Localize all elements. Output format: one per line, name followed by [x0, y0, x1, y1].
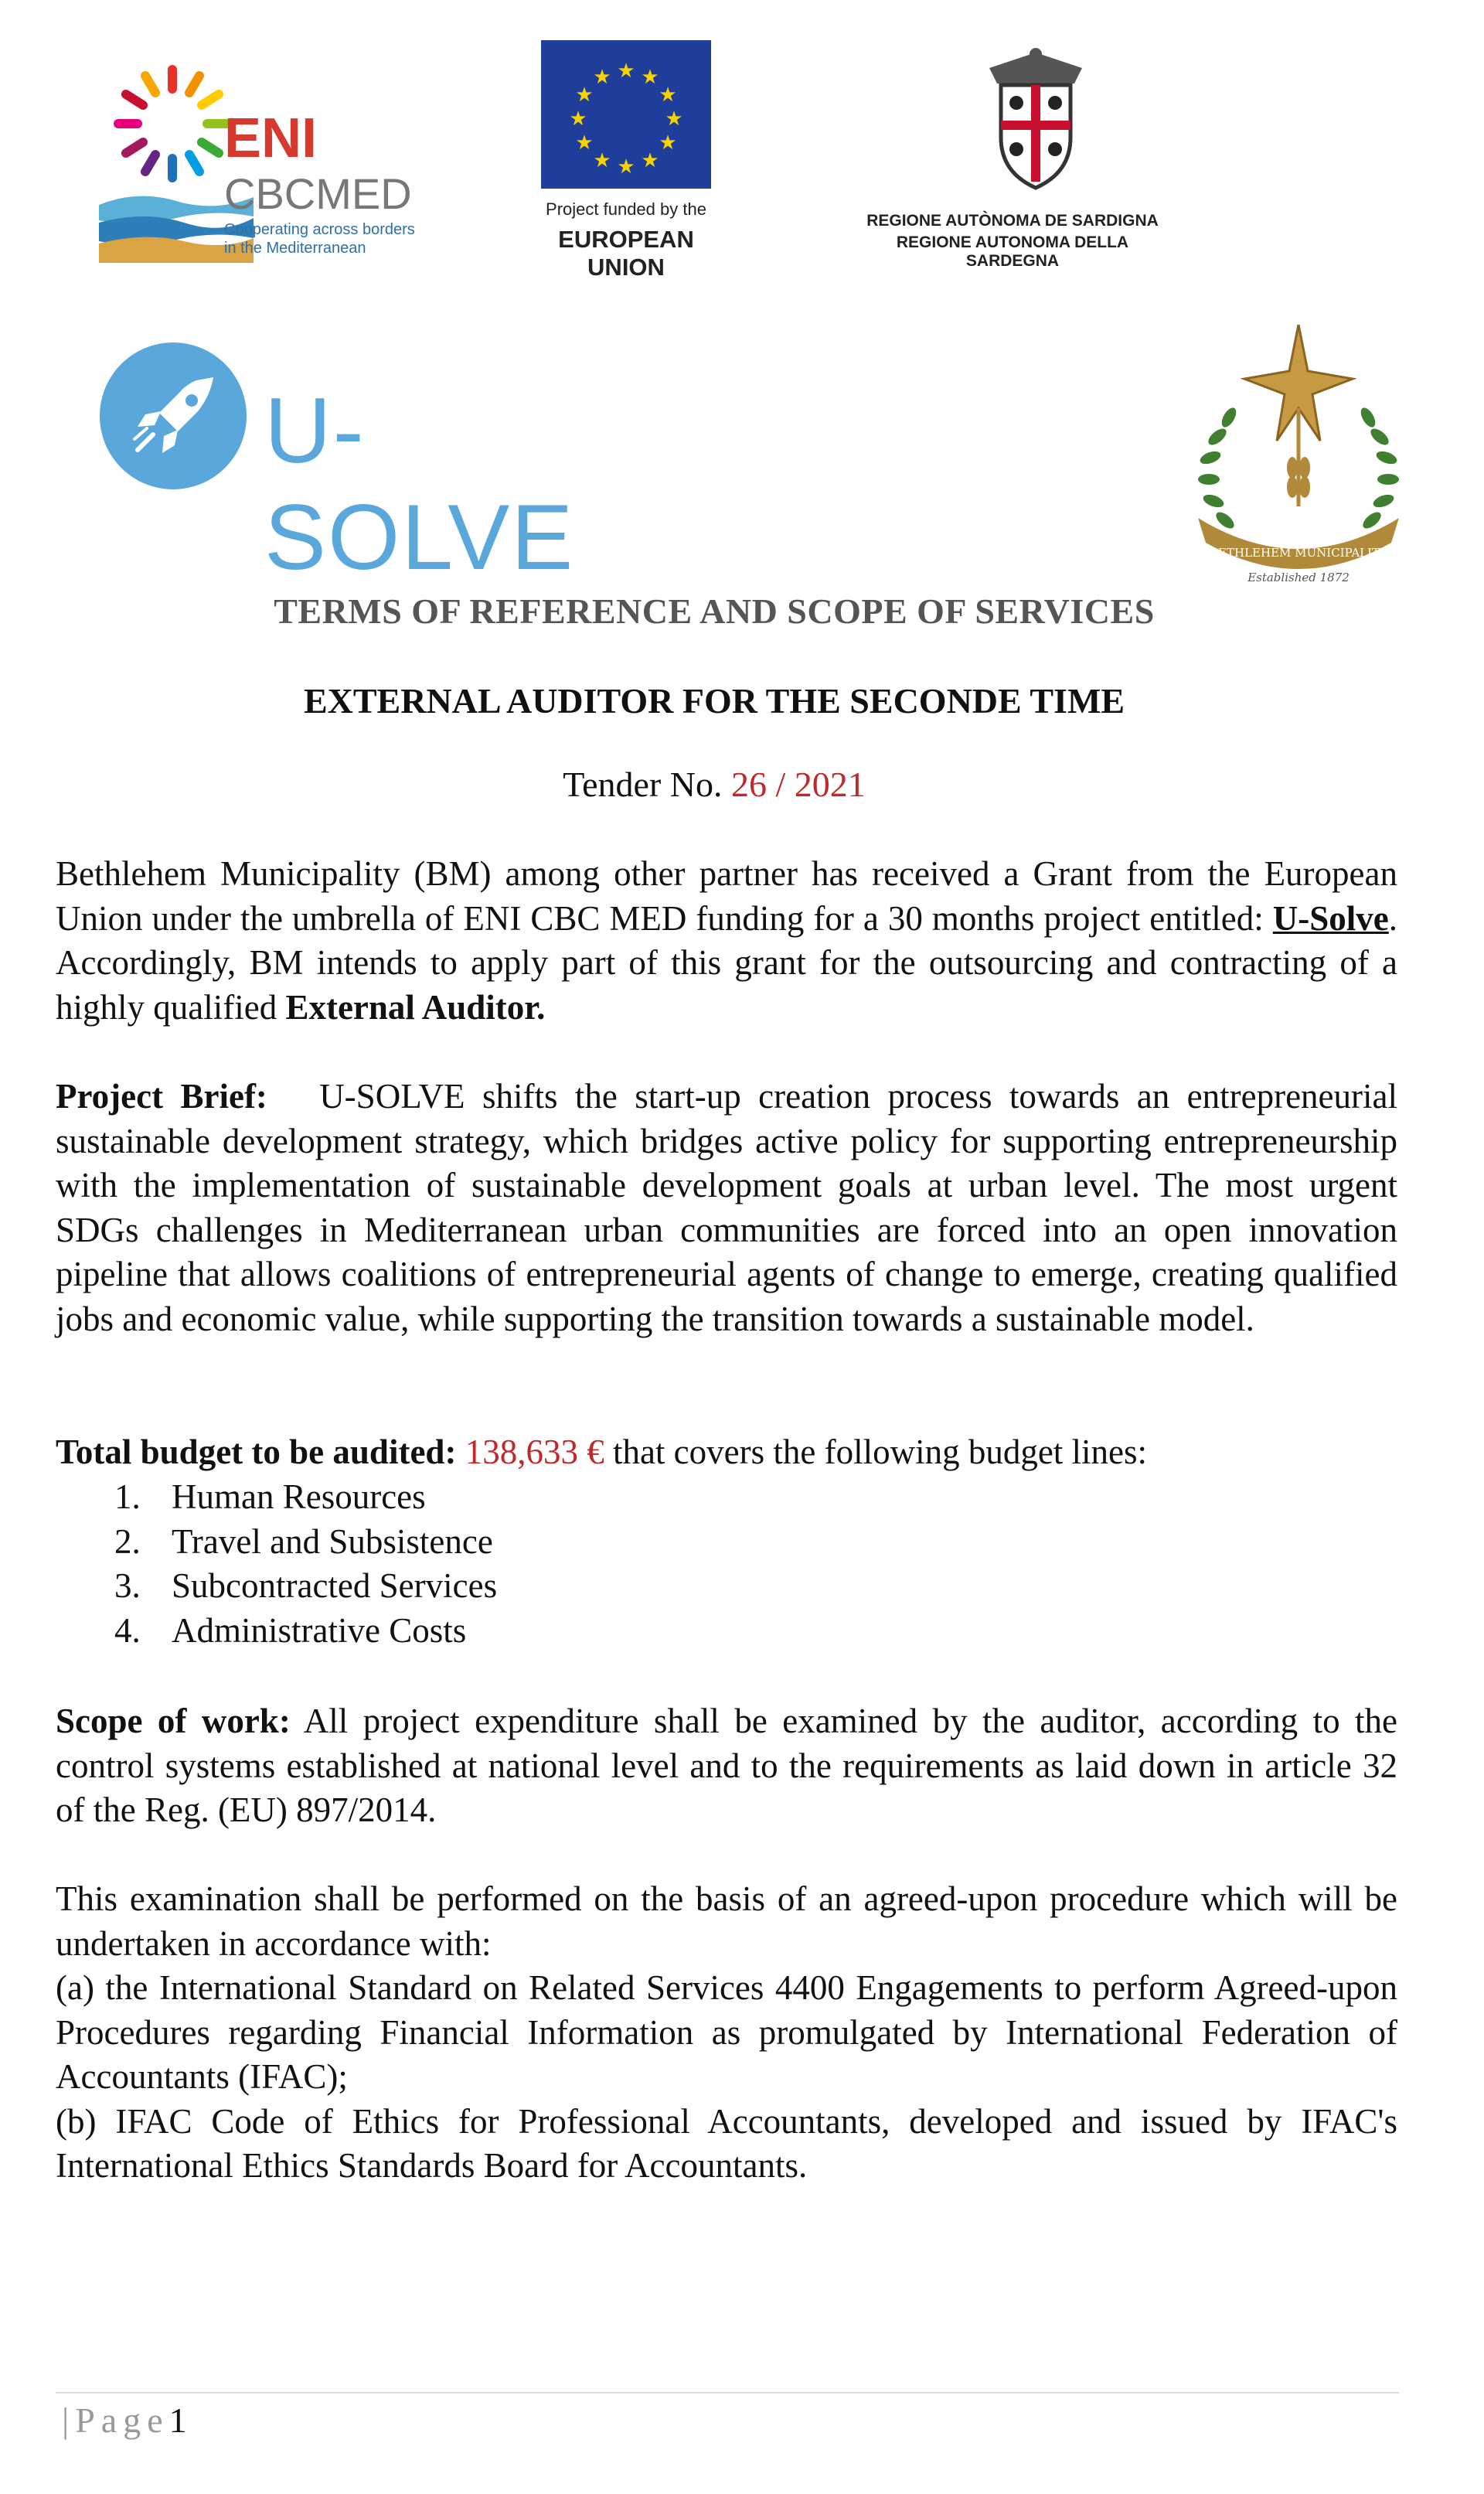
- usolve-logo: [97, 340, 575, 589]
- svg-text:★: ★: [575, 83, 594, 107]
- eu-caption-2: EUROPEAN UNION: [558, 226, 694, 281]
- intro-text-1: Bethlehem Municipality (BM) among other partner has received a Grant from the European Union under the umbrella of ENI CBC MED funding for a 30 months project entitled:: [56, 854, 1397, 938]
- list-item-number: 2.: [114, 1521, 141, 1561]
- sardegna-line-1: REGIONE AUTÒNOMA DE SARDIGNA: [866, 212, 1159, 230]
- examination-item-b: (b) IFAC Code of Ethics for Professional Accountants, developed and issued by IFAC's International Ethics Standards Board for Accountants.: [56, 2101, 1397, 2185]
- eu-flag-icon: [541, 40, 711, 189]
- budget-lines-list: [56, 1475, 497, 1653]
- usolve-wordmark: U-SOLVE: [264, 379, 575, 589]
- svg-text:★: ★: [617, 60, 635, 83]
- footer-divider: [56, 2392, 1399, 2393]
- budget-paragraph: [56, 1430, 1397, 1475]
- eu-caption-1: Project funded by the: [546, 199, 706, 219]
- list-item: [114, 1609, 497, 1654]
- budget-label: Total budget to be audited:: [56, 1433, 457, 1471]
- intro-text-2: . Accordingly, BM intends to apply part of this grant for the outsourcing and contracting of a highly qualified: [56, 898, 1397, 1027]
- list-item: [114, 1475, 497, 1520]
- footer-label: |Page: [62, 2400, 169, 2440]
- bethlehem-established: Established 1872: [1247, 571, 1350, 584]
- scope-label: Scope of work:: [56, 1702, 291, 1740]
- project-brief-text: U-SOLVE shifts the start-up creation process towards an entrepreneurial sustainable development strategy, which bridges active policy for supporting entrepreneurship with the implementation of sustainable development goals at urban level. The most urgent SDGs challenges in Mediterranean urban communities are forced into an open innovation pipeline that allows coalitions of entrepreneurial agents of change to emerge, creating qualified jobs and economic value, while supporting the transition towards a sustainable model.: [56, 1077, 1397, 1338]
- eu-logo: [541, 40, 711, 281]
- svg-text:★: ★: [665, 107, 683, 131]
- svg-text:★: ★: [641, 149, 659, 172]
- page-footer: [62, 2400, 193, 2441]
- tender-label: Tender No.: [563, 765, 723, 804]
- eni-tagline-1: Cooperating across borders: [224, 221, 415, 238]
- svg-text:★: ★: [575, 131, 594, 155]
- list-item-label: Subcontracted Services: [172, 1566, 498, 1605]
- svg-text:★: ★: [641, 66, 659, 89]
- bethlehem-ring-text: BETHLEHEM MUNICIPALITY: [1210, 546, 1387, 560]
- scope-text: All project expenditure shall be examined by the auditor, according to the control systems established at national level and to the requirements as laid down in article 32 of the Reg. (EU) 897/2014.: [56, 1702, 1397, 1829]
- list-item: [114, 1520, 497, 1565]
- budget-text: that covers the following budget lines:: [604, 1433, 1148, 1471]
- budget-amount: 138,633 €: [465, 1433, 604, 1471]
- svg-text:★: ★: [659, 131, 677, 155]
- intro-paragraph: [56, 852, 1397, 1030]
- page-subtitle: EXTERNAL AUDITOR FOR THE SECONDE TIME: [303, 681, 1125, 721]
- list-item-label: Human Resources: [172, 1477, 426, 1516]
- project-name: U-Solve: [1272, 898, 1389, 938]
- tender-line: [0, 764, 1428, 805]
- bethlehem-municipality-logo: [1183, 325, 1414, 603]
- page-number: 1: [168, 2400, 193, 2440]
- sardegna-logo: [850, 37, 1175, 269]
- page-title: TERMS OF REFERENCE AND SCOPE OF SERVICES: [274, 591, 1155, 631]
- svg-text:★: ★: [593, 66, 611, 89]
- auditor-role: External Auditor.: [285, 987, 546, 1027]
- svg-text:★: ★: [659, 83, 677, 107]
- list-item-number: 4.: [114, 1610, 141, 1650]
- list-item-label: Travel and Subsistence: [172, 1521, 493, 1561]
- svg-text:★: ★: [569, 107, 587, 131]
- eni-tagline-2: in the Mediterranean: [224, 240, 366, 257]
- project-brief-label: Project Brief:: [56, 1077, 267, 1116]
- list-item-label: Administrative Costs: [172, 1610, 467, 1650]
- tender-number: 26 / 2021: [730, 765, 866, 804]
- sardegna-crest-icon: [850, 37, 1175, 192]
- scope-paragraph: [56, 1699, 1397, 1833]
- eni-title: ENI: [224, 107, 318, 169]
- examination-paragraph: [56, 1877, 1397, 2189]
- examination-item-a: (a) the International Standard on Related Services 4400 Engagements to perform Agreed-upon Procedures regarding Financial Information as promulgated by International Federation of Accountants (IFAC);: [56, 1968, 1397, 2096]
- list-item-number: 1.: [114, 1477, 141, 1516]
- list-item: [114, 1564, 498, 1609]
- bethlehem-emblem-icon: [1183, 325, 1414, 588]
- examination-intro: This examination shall be performed on the basis of an agreed-upon procedure which will be undertaken in accordance with:: [56, 1879, 1397, 1963]
- sardegna-line-2: REGIONE AUTONOMA DELLA SARDEGNA: [896, 233, 1129, 270]
- eni-cbcmed-logo: [99, 39, 424, 271]
- eni-subtitle: CBCMED: [224, 169, 412, 218]
- rocket-icon: [97, 340, 252, 495]
- svg-text:★: ★: [617, 155, 635, 179]
- list-item-number: 3.: [114, 1566, 141, 1605]
- project-brief-paragraph: [56, 1075, 1397, 1341]
- svg-text:★: ★: [593, 149, 611, 172]
